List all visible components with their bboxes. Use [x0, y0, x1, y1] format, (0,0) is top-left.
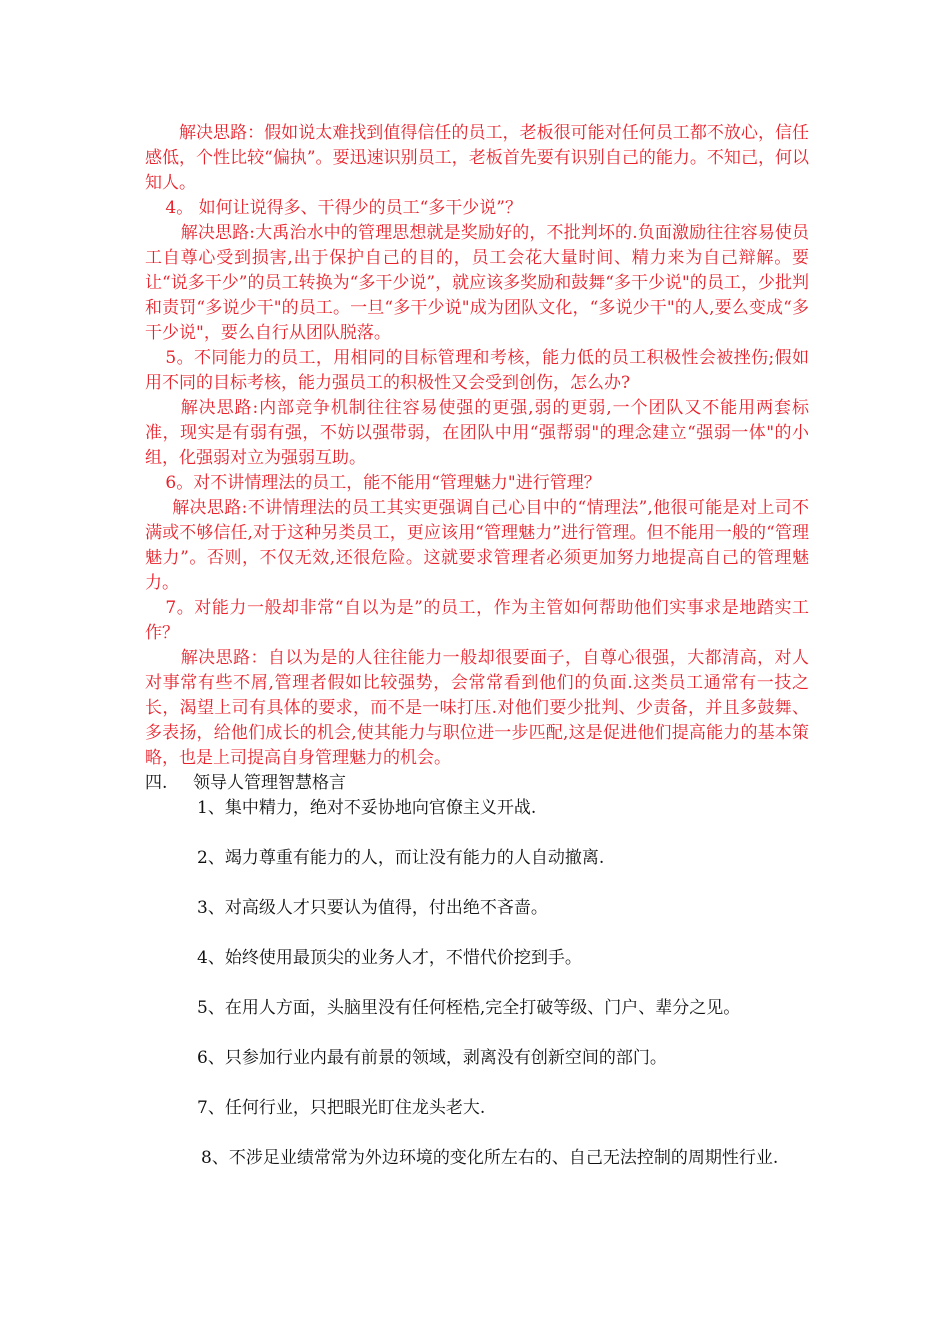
answer-paragraph-6: 解决思路:不讲情理法的员工其实更强调自己心目中的“情理法”,他很可能是对上司不满或不够信任,对于这种另类员工，更应该用“管理魅力”进行管理。但不能用一般的“管理魅力”。否则，不仅无效,还很危险。这就要求管理者必须更加努力地提高自己的管理魅力。	[145, 498, 809, 593]
section-heading	[145, 771, 809, 796]
maxim-item: 8、不涉足业绩常常为外边环境的变化所左右的、自己无法控制的周期性行业.	[201, 1148, 779, 1168]
question-4: 4。 如何让说得多、干得少的员工“多干少说”？	[165, 198, 522, 218]
maxim-item: 7、任何行业，只把眼光盯住龙头老大.	[197, 1098, 486, 1118]
maxim-item: 6、只参加行业内最有前景的领域，剥离没有创新空间的部门。	[197, 1048, 667, 1068]
answer-paragraph-5: 解决思路:内部竞争机制往往容易使强的更强,弱的更弱,一个团队又不能用两套标准，现实是有弱有强，不妨以强带弱，在团队中用“强帮弱"的理念建立“强弱一体"的小组，化强弱对立为强弱互助。	[145, 398, 809, 468]
answer-paragraph-7: 解决思路：自以为是的人往往能力一般却很要面子，自尊心很强，大都清高，对人对事常有些不屑,管理者假如比较强势，会常常看到他们的负面.这类员工通常有一技之长，渴望上司有具体的要求，而不是一味打压.对他们要少批判、少责备，并且多鼓舞、多表扬，给他们成长的机会,使其能力与职位进一步匹配,这是促进他们提高能力的基本策略，也是上司提高自身管理魅力的机会。	[145, 648, 809, 768]
section-title: 领导人管理智慧格言	[193, 773, 346, 793]
question-7: 7。对能力一般却非常“自以为是”的员工，作为主管如何帮助他们实事求是地踏实工作？	[145, 598, 809, 643]
maxim-item: 1、集中精力，绝对不妥协地向官僚主义开战.	[197, 798, 537, 818]
document-body	[145, 121, 809, 1196]
answer-paragraph-3: 解决思路：假如说太难找到值得信任的员工，老板很可能对任何员工都不放心，信任感低，个性比较“偏执”。要迅速识别员工，老板首先要有识别自己的能力。不知己，何以知人。	[145, 123, 809, 193]
maxim-item: 3、对高级人才只要认为值得，付出绝不吝啬。	[197, 898, 548, 918]
question-6: 6。对不讲情理法的员工，能不能用“管理魅力"进行管理？	[165, 473, 601, 493]
maxim-item: 2、竭力尊重有能力的人，而让没有能力的人自动撤离.	[197, 848, 605, 868]
maxim-item: 5、在用人方面，头脑里没有任何桎梏,完全打破等级、门户、辈分之见。	[197, 998, 741, 1018]
maxim-item: 4、始终使用最顶尖的业务人才，不惜代价挖到手。	[197, 948, 582, 968]
section-number: 四.	[145, 773, 168, 793]
question-5: 5。不同能力的员工，用相同的目标管理和考核，能力低的员工积极性会被挫伤;假如用不同的目标考核，能力强员工的积极性又会受到创伤，怎么办?	[145, 348, 809, 393]
answer-paragraph-4: 解决思路:大禹治水中的管理思想就是奖励好的，不批判坏的.负面激励往往容易使员工自尊心受到损害,出于保护自己的目的，员工会花大量时间、精力来为自己辩解。要让“说多干少”的员工转换为“多干少说”，就应该多奖励和鼓舞“多干少说"的员工，少批判和责罚“多说少干"的员工。一旦“多干少说"成为团队文化，“多说少干"的人,要么变成“多干少说"，要么自行从团队脱落。	[145, 223, 809, 343]
